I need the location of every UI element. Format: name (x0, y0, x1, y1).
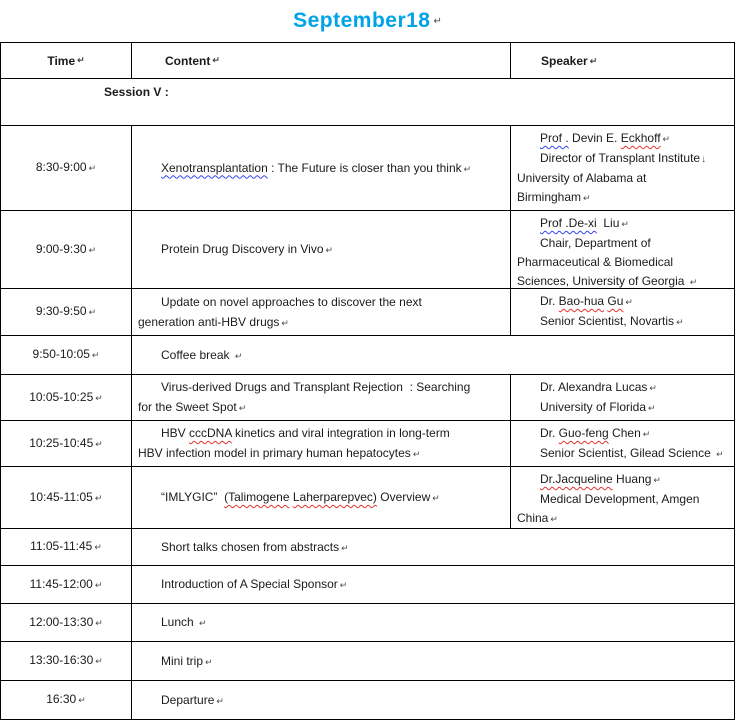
table-header-row (1, 43, 734, 79)
text-segment: generation anti-HBV drugs (138, 314, 280, 329)
header-label-speaker: Speaker (541, 54, 588, 68)
paragraph-mark: ↵ (463, 163, 472, 174)
text-segment: 8:30-9:00 (35, 160, 87, 174)
paragraph-mark: ↵ (234, 350, 243, 361)
speaker-line (517, 509, 732, 528)
text-segment: 11:45-12:00 (29, 576, 93, 591)
table-row (1, 289, 734, 336)
speaker-line (517, 234, 732, 253)
text-segment: Liu (596, 216, 620, 230)
text-segment: Chair, Department of (540, 236, 651, 250)
content-cell (132, 421, 511, 466)
header-cell-content (132, 43, 511, 78)
text-segment: Huang (612, 472, 652, 486)
speaker-line (517, 312, 732, 332)
time-cell (1, 642, 132, 680)
session-label: Session V : (104, 85, 169, 99)
time-text (36, 158, 96, 178)
text-segment: (Talimogene (224, 490, 290, 504)
table-row (1, 126, 734, 211)
table-row (1, 467, 734, 529)
paragraph-mark: ↵ (339, 580, 348, 590)
paragraph-mark: ↵ (648, 403, 656, 413)
text-segment: Guo-feng (558, 426, 609, 440)
header-cell-speaker (511, 43, 734, 78)
paragraph-mark: ↵ (94, 579, 103, 590)
text-segment: Dr. (540, 294, 559, 308)
content-cell (132, 289, 511, 335)
text-segment: Mini trip (161, 653, 204, 668)
text-segment: 13:30-16:30 (29, 653, 94, 667)
time-cell (1, 681, 132, 719)
time-text (36, 240, 96, 260)
speaker-line (517, 169, 732, 188)
speaker-line (517, 470, 732, 490)
paragraph-mark: ↵ (94, 542, 102, 552)
paragraph-mark: ↵ (88, 163, 97, 173)
speaker-cell (511, 126, 734, 210)
text-segment: Gu (607, 294, 624, 308)
text-segment: Virus-derived Drugs and Transplant Rejection : Searching (161, 380, 471, 394)
text-segment: University of Alabama at (517, 171, 647, 185)
content-line (138, 292, 506, 312)
content-line (138, 651, 730, 672)
paragraph-mark: ↵ (550, 514, 558, 524)
time-cell (1, 126, 132, 210)
paragraph-mark: ↵ (662, 134, 671, 144)
time-cell (1, 467, 132, 528)
content-cell (132, 126, 511, 210)
content-cell (132, 211, 511, 288)
paragraph-mark: ↵ (676, 317, 684, 327)
content-line (138, 487, 506, 508)
text-segment: for the Sweet Spot (138, 400, 237, 414)
text-segment: Prof .De-xi (540, 216, 597, 230)
speaker-cell (511, 421, 734, 466)
paragraph-mark: ↵ (78, 695, 86, 705)
time-cell (1, 211, 132, 288)
content-cell (132, 604, 734, 641)
speaker-line (517, 490, 732, 509)
time-cell (1, 375, 132, 420)
speaker-line (517, 129, 732, 149)
paragraph-mark: ↵ (94, 492, 103, 503)
paragraph-mark: ↵ (621, 219, 629, 229)
text-segment: Director of Transplant Institute (540, 151, 701, 165)
text-segment: University of Florida (540, 400, 647, 414)
paragraph-mark: ↵ (432, 493, 440, 503)
text-segment: Laherparepvec) (292, 490, 377, 504)
paragraph-mark: ↵ (642, 429, 651, 439)
table-row (1, 604, 734, 642)
paragraph-mark: ↵ (91, 350, 100, 360)
header-label-content: Content (165, 53, 211, 68)
text-segment: Update on novel approaches to discover the next (161, 294, 422, 309)
speaker-cell (511, 375, 734, 420)
text-segment: Birmingham (517, 190, 582, 204)
paragraph-mark: ↵ (341, 542, 349, 553)
text-segment: Introduction of A Special Sponsor (161, 577, 338, 591)
time-cell (1, 336, 132, 374)
table-row (1, 421, 734, 467)
time-text (30, 537, 102, 557)
content-line (138, 537, 730, 558)
table-row (1, 642, 734, 681)
text-segment: Eckhoff (620, 131, 661, 145)
schedule-table (0, 42, 735, 720)
page-title: September18 (293, 9, 431, 32)
text-segment: Sciences, University of Georgia (517, 274, 688, 288)
time-text (46, 690, 86, 710)
session-title-line (1, 81, 734, 126)
text-segment: Chen (608, 426, 641, 440)
text-segment: “IMLYGIC” (161, 490, 225, 504)
paragraph-mark: ↵ (95, 438, 103, 449)
paragraph-mark: ↵ (281, 317, 289, 328)
text-segment: 11:05-11:45 (30, 539, 93, 553)
paragraph-mark: ↵ (95, 617, 103, 628)
speaker-line (517, 214, 732, 234)
content-line (138, 443, 506, 464)
content-line (138, 397, 506, 418)
paragraph-mark: ↵ (88, 244, 97, 255)
text-segment: Overview (376, 490, 431, 504)
paragraph-mark: ↵ (716, 449, 724, 459)
content-cell (132, 529, 734, 565)
paragraph-mark: ↵ (216, 695, 224, 706)
text-segment: 9:30-9:50 (35, 304, 87, 318)
paragraph-mark: ↵ (412, 449, 421, 459)
time-cell (1, 289, 132, 335)
text-segment: 16:30 (46, 692, 77, 706)
title-row (0, 0, 735, 42)
text-segment: Dr. (540, 426, 559, 440)
time-text (30, 488, 103, 508)
content-line (138, 574, 730, 595)
table-row (1, 529, 734, 566)
speaker-cell (511, 467, 734, 528)
table-row (1, 336, 734, 375)
time-cell (1, 421, 132, 466)
speaker-line (517, 188, 732, 208)
time-text (36, 302, 96, 322)
paragraph-mark: ↵ (205, 656, 213, 667)
speaker-line (517, 272, 732, 288)
text-segment: 12:00-13:30 (29, 614, 94, 629)
text-segment: 9:50-10:05 (32, 347, 90, 361)
speaker-line (517, 149, 732, 169)
text-segment: 10:45-11:05 (29, 489, 93, 504)
paragraph-mark: ↵ (95, 392, 103, 403)
text-segment: kinetics and viral integration in long-term (231, 426, 450, 440)
time-cell (1, 566, 132, 603)
text-segment: Protein Drug Discovery in Vivo (161, 242, 324, 256)
paragraph-mark: ↵ (238, 403, 247, 413)
text-segment: 10:05-10:25 (29, 389, 94, 404)
time-cell (1, 604, 132, 641)
text-segment: China (517, 511, 549, 525)
paragraph-mark: ↵ (325, 245, 334, 255)
speaker-line (517, 398, 732, 418)
content-line (138, 312, 506, 333)
paragraph-mark: ↵ (77, 55, 85, 65)
paragraph-mark: ↵ (589, 55, 598, 66)
content-cell (132, 467, 511, 528)
text-segment: HBV (161, 426, 190, 440)
speaker-cell (511, 211, 734, 288)
paragraph-mark: ↵ (433, 15, 442, 27)
speaker-line (517, 378, 732, 398)
text-segment: Pharmaceutical & Biomedical (517, 255, 674, 269)
time-text (29, 651, 103, 671)
text-segment: : The Future is closer than you think (267, 160, 462, 175)
content-cell (132, 566, 734, 603)
paragraph-mark: ↵ (625, 297, 633, 307)
header-cell-time (1, 43, 132, 78)
table-row (1, 681, 734, 719)
content-line (138, 377, 506, 397)
text-segment: Dr. Alexandra Lucas (540, 380, 648, 394)
paragraph-mark: ↵ (653, 475, 661, 485)
table-row (1, 211, 734, 289)
paragraph-mark: ↵ (88, 307, 97, 317)
text-segment: Devin E. (568, 131, 621, 145)
speaker-line (517, 292, 732, 312)
text-segment: HBV infection model in primary human hepatocytes (138, 446, 411, 460)
speaker-cell (511, 289, 734, 335)
paragraph-mark: ↵ (212, 55, 220, 65)
content-line (138, 690, 730, 711)
speaker-line (517, 424, 732, 444)
time-cell (1, 529, 132, 565)
text-segment: 9:00-9:30 (35, 241, 87, 256)
text-segment: Xenotransplantation (161, 160, 268, 175)
time-text (29, 613, 103, 633)
linebreak-mark: ↓ (701, 154, 707, 165)
header-label-time: Time (47, 53, 76, 68)
speaker-line (517, 253, 732, 272)
time-text (30, 575, 103, 595)
content-line (138, 612, 730, 633)
paragraph-mark: ↵ (649, 383, 657, 393)
paragraph-mark: ↵ (583, 193, 591, 203)
text-segment: Dr.Jacqueline (540, 472, 613, 486)
content-line (138, 239, 506, 260)
table-row (1, 566, 734, 604)
time-text (29, 434, 103, 454)
table-body (1, 126, 734, 719)
session-row (1, 79, 734, 126)
text-segment: Prof . (540, 131, 569, 145)
content-line (138, 423, 506, 443)
text-segment: Coffee break (161, 347, 233, 362)
content-line (138, 158, 506, 179)
text-segment: Senior Scientist, Gilead Science (540, 446, 715, 460)
paragraph-mark: ↵ (95, 656, 103, 666)
content-cell (132, 375, 511, 420)
text-segment: Short talks chosen from abstracts (161, 539, 340, 554)
text-segment: Bao-hua (558, 294, 605, 308)
content-cell (132, 642, 734, 680)
text-segment: Senior Scientist, Novartis (540, 314, 675, 328)
speaker-line (517, 444, 732, 464)
paragraph-mark: ↵ (199, 618, 207, 628)
text-segment: 10:25-10:45 (29, 435, 94, 450)
text-segment: Medical Development, Amgen (540, 492, 700, 506)
content-line (138, 345, 730, 366)
time-text (33, 345, 100, 365)
content-cell (132, 336, 734, 374)
time-text (29, 388, 103, 408)
content-cell (132, 681, 734, 719)
paragraph-mark: ↵ (689, 277, 698, 287)
text-segment: Lunch (161, 615, 198, 629)
text-segment: Departure (161, 692, 215, 707)
table-row (1, 375, 734, 421)
text-segment: cccDNA (189, 426, 232, 440)
